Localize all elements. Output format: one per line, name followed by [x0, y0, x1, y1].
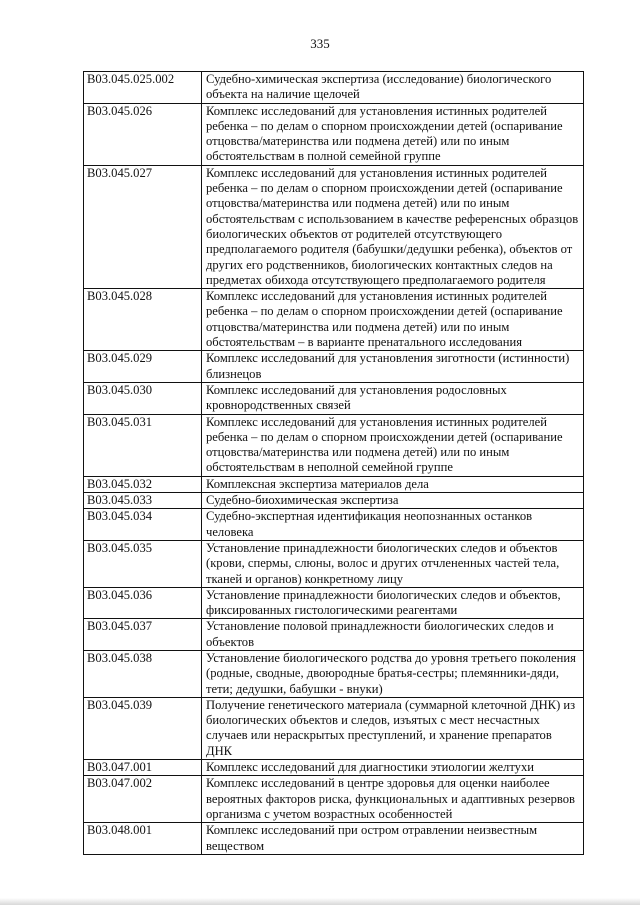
- service-description: Комплексная экспертиза материалов дела: [202, 476, 584, 492]
- service-code: B03.045.025.002: [84, 72, 202, 104]
- service-code: B03.045.032: [84, 476, 202, 492]
- table-row: [84, 476, 584, 492]
- table-row: [84, 103, 584, 165]
- service-description: Установление принадлежности биологических следов и объектов, фиксированных гистологическими реагентами: [202, 587, 584, 619]
- service-description: Судебно-химическая экспертиза (исследование) биологического объекта на наличие щелочей: [202, 72, 584, 104]
- service-code: B03.047.002: [84, 776, 202, 823]
- service-code: B03.045.033: [84, 493, 202, 509]
- service-description: Комплекс исследований для установления родословных кровнородственных связей: [202, 382, 584, 414]
- table-row: [84, 760, 584, 776]
- table-row: [84, 650, 584, 697]
- table-row: [84, 351, 584, 383]
- table-row: [84, 165, 584, 288]
- service-description: Комплекс исследований для установления истинных родителей ребенка – по делам о спорном происхождении детей (оспаривание отцовства/материнства или подмена детей) или по иным обстоятельствам в полной семейной группе: [202, 103, 584, 165]
- service-description: Установление принадлежности биологических следов и объектов (крови, спермы, слюны, волос и других отчлененных частей тела, тканей и органов) конкретному лицу: [202, 540, 584, 587]
- table-row: [84, 414, 584, 476]
- service-code: B03.045.026: [84, 103, 202, 165]
- service-code: B03.048.001: [84, 823, 202, 855]
- table-row: [84, 72, 584, 104]
- table-row: [84, 493, 584, 509]
- service-description: Получение генетического материала (суммарной клеточной ДНК) из биологических объектов и следов, изъятых с мест несчастных случаев или нераскрытых преступлений, и хранение препаратов ДНК: [202, 697, 584, 759]
- service-description: Комплекс исследований в центре здоровья для оценки наиболее вероятных факторов риска, функциональных и адаптивных резервов организма с учетом возрастных особенностей: [202, 776, 584, 823]
- service-code: B03.045.038: [84, 650, 202, 697]
- service-description: Комплекс исследований для установления истинных родителей ребенка – по делам о спорном происхождении детей (оспаривание отцовства/материнства или подмена детей) или по иным обстоятельствам с использованием в качестве референсных образцов биологических объектов от родителей отсутствующего предполагаемого родителя (бабушки/дедушки ребенка), объектов от других его родственников, биологических контактных следов на предметах обихода отсутствующего предполагаемого родителя: [202, 165, 584, 288]
- service-description: Комплекс исследований при остром отравлении неизвестным веществом: [202, 823, 584, 855]
- service-description: Комплекс исследований для установления зиготности (истинности) близнецов: [202, 351, 584, 383]
- page-number: 335: [310, 36, 330, 51]
- table-row: [84, 509, 584, 541]
- service-code: B03.045.031: [84, 414, 202, 476]
- service-description: Установление половой принадлежности биологических следов и объектов: [202, 619, 584, 651]
- service-code: B03.045.035: [84, 540, 202, 587]
- table-row: [84, 587, 584, 619]
- table-row: [84, 540, 584, 587]
- service-code: B03.047.001: [84, 760, 202, 776]
- service-description: Судебно-экспертная идентификация неопознанных останков человека: [202, 509, 584, 541]
- service-code: B03.045.029: [84, 351, 202, 383]
- service-code: B03.045.027: [84, 165, 202, 288]
- service-description: Комплекс исследований для установления истинных родителей ребенка – по делам о спорном происхождении детей (оспаривание отцовства/материнства или подмена детей) или по иным обстоятельствам – в варианте пренатального исследования: [202, 289, 584, 351]
- service-description: Комплекс исследований для диагностики этиологии желтухи: [202, 760, 584, 776]
- service-description: Комплекс исследований для установления истинных родителей ребенка – по делам о спорном происхождении детей (оспаривание отцовства/материнства или подмена детей) или по иным обстоятельствам в неполной семейной группе: [202, 414, 584, 476]
- service-description: Установление биологического родства до уровня третьего поколения (родные, сводные, двоюродные братья-сестры; племянники-дяди, тети; дедушки, бабушки - внуки): [202, 650, 584, 697]
- service-code: B03.045.037: [84, 619, 202, 651]
- table-row: [84, 619, 584, 651]
- table-row: [84, 697, 584, 759]
- page-bottom-edge: [0, 898, 640, 905]
- service-description: Судебно-биохимическая экспертиза: [202, 493, 584, 509]
- services-table: [83, 71, 584, 855]
- table-row: [84, 289, 584, 351]
- table-row: [84, 776, 584, 823]
- service-code: B03.045.039: [84, 697, 202, 759]
- service-code: B03.045.030: [84, 382, 202, 414]
- services-table-body: [84, 72, 584, 855]
- table-row: [84, 382, 584, 414]
- table-row: [84, 823, 584, 855]
- service-code: B03.045.028: [84, 289, 202, 351]
- service-code: B03.045.034: [84, 509, 202, 541]
- service-code: B03.045.036: [84, 587, 202, 619]
